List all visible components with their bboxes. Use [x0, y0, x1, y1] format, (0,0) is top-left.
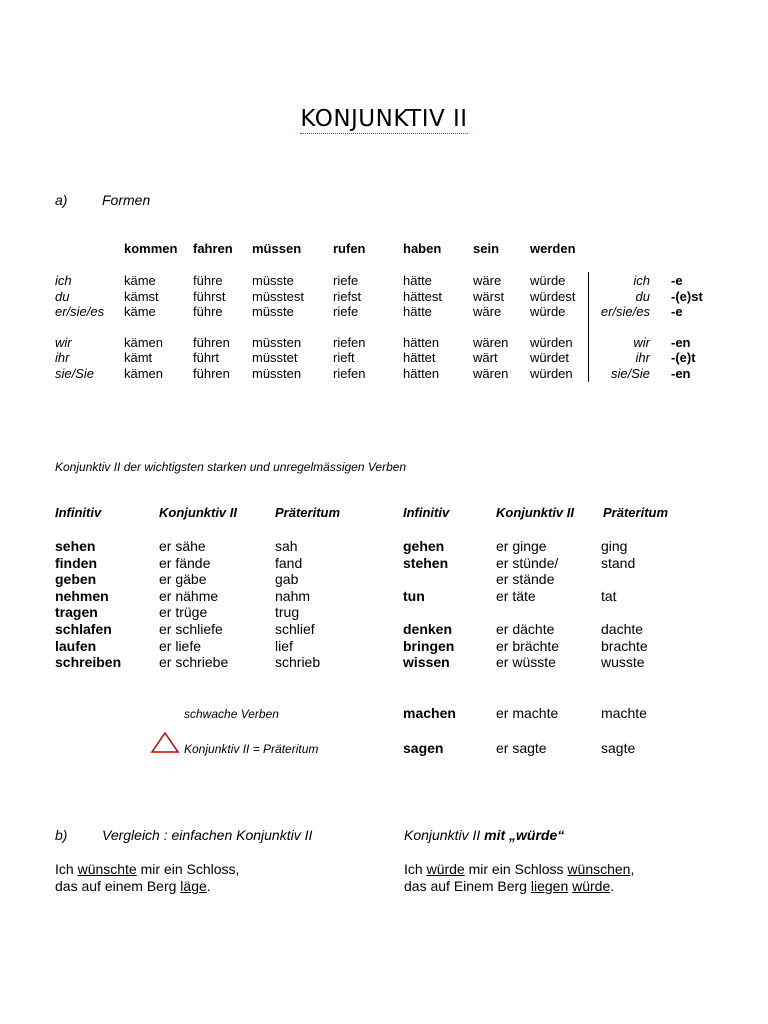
pronoun-right-cell: er/sie/es [600, 304, 650, 319]
table-divider-line [588, 272, 589, 382]
verb-form-cell: kämen [124, 366, 164, 381]
ending-cell: -e [671, 304, 683, 319]
praeteritum-cell: wusste [601, 654, 645, 670]
column-header: rufen [333, 241, 366, 256]
section-a-letter: a) [55, 192, 68, 208]
infinitive-cell: schreiben [55, 654, 122, 670]
weak-verbs-note: Konjunktiv II = Präteritum [184, 742, 319, 756]
pronoun-right-cell: sie/Sie [610, 366, 650, 381]
strong-verbs-caption: Konjunktiv II der wichtigsten starken und unregelmässigen Verben [55, 460, 407, 474]
verb-form-cell: führen [193, 366, 230, 381]
column-header: Infinitiv [55, 505, 102, 520]
konjunktiv-cell: er ginge [496, 538, 547, 554]
infinitive-cell: finden [55, 555, 97, 571]
praeteritum-cell: fand [275, 555, 303, 571]
column-header: müssen [252, 241, 302, 256]
verb-form-cell: würde [530, 304, 566, 319]
verb-form-cell: hätte [403, 273, 432, 288]
praeteritum-cell: tat [601, 588, 617, 604]
infinitive-cell: schlafen [55, 621, 112, 637]
verb-form-cell: rieft [333, 350, 355, 365]
page-title: KONJUNKTIV II [300, 106, 468, 132]
underlined-verb: würde [426, 861, 465, 877]
verb-form-cell: hättet [403, 350, 436, 365]
ending-cell: -(e)st [671, 289, 703, 304]
verb-form-cell: wären [473, 335, 509, 350]
konjunktiv-cell: er liefe [159, 638, 202, 654]
konjunktiv-cell: er nähme [159, 588, 219, 604]
konjunktiv-cell: er schliefe [159, 621, 223, 637]
konjunktiv-cell: er stände [496, 571, 555, 587]
praeteritum-cell: gab [275, 571, 299, 587]
ending-cell: -en [671, 335, 691, 350]
pronoun-cell: sie/Sie [55, 366, 95, 381]
pronoun-right-cell: ihr [635, 350, 650, 365]
verb-form-cell: würdest [530, 289, 576, 304]
konjunktiv-cell: er machte [496, 705, 559, 721]
infinitive-cell: tragen [55, 604, 98, 620]
section-b-label: Vergleich : einfachen Konjunktiv II [102, 827, 313, 843]
text-segment: . [206, 878, 211, 894]
column-header: werden [530, 241, 576, 256]
infinitive-cell: sagen [403, 740, 444, 756]
konjunktiv-cell: er fände [159, 555, 211, 571]
underlined-verb: läge [180, 878, 207, 894]
verb-form-cell: hätte [403, 304, 432, 319]
example-left-line1 [55, 861, 239, 877]
pronoun-right-cell: ich [633, 273, 650, 288]
konjunktiv-cell: er sagte [496, 740, 547, 756]
verb-form-cell: käme [124, 304, 156, 319]
pronoun-cell: du [55, 289, 70, 304]
verb-form-cell: wärst [473, 289, 505, 304]
verb-form-cell: hätten [403, 335, 440, 350]
verb-form-cell: würde [530, 273, 566, 288]
ending-cell: -(e)t [671, 350, 696, 365]
infinitive-cell: wissen [403, 654, 450, 670]
praeteritum-cell: schlief [275, 621, 315, 637]
verb-form-cell: führe [193, 273, 223, 288]
pronoun-cell: wir [55, 335, 72, 350]
praeteritum-cell: machte [601, 705, 647, 721]
verb-form-cell: käme [124, 273, 156, 288]
underlined-verb: wünschte [77, 861, 137, 877]
verb-form-cell: kämst [124, 289, 159, 304]
text-segment: mir ein Schloss, [136, 861, 240, 877]
weak-verbs-label: schwache Verben [184, 707, 279, 721]
infinitive-cell: sehen [55, 538, 96, 554]
example-right-line1 [404, 861, 634, 877]
wuerde-heading [404, 827, 564, 843]
text-segment: . [610, 878, 615, 894]
pronoun-right-cell: wir [633, 335, 650, 350]
section-b-letter: b) [55, 827, 68, 843]
column-header: Infinitiv [403, 505, 450, 520]
praeteritum-cell: lief [275, 638, 293, 654]
verb-form-cell: wäre [473, 304, 502, 319]
column-header: Präteritum [603, 505, 669, 520]
konjunktiv-cell: er brächte [496, 638, 560, 654]
underlined-verb: wünschen [567, 861, 631, 877]
praeteritum-cell: ging [601, 538, 628, 554]
pronoun-right-cell: du [635, 289, 650, 304]
infinitive-cell: machen [403, 705, 456, 721]
verb-form-cell: müsste [252, 273, 294, 288]
praeteritum-cell: brachte [601, 638, 648, 654]
verb-form-cell: würden [530, 366, 573, 381]
column-header: Konjunktiv II [159, 505, 237, 520]
pronoun-cell: ihr [55, 350, 70, 365]
konjunktiv-cell: er sähe [159, 538, 206, 554]
verb-form-cell: hätten [403, 366, 440, 381]
verb-form-cell: kämt [124, 350, 153, 365]
infinitive-cell: geben [55, 571, 97, 587]
konjunktiv-cell: er gäbe [159, 571, 207, 587]
infinitive-cell: nehmen [55, 588, 109, 604]
column-header: sein [473, 241, 500, 256]
verb-form-cell: führt [193, 350, 220, 365]
verb-form-cell: kämen [124, 335, 164, 350]
verb-form-cell: wären [473, 366, 509, 381]
infinitive-cell: denken [403, 621, 453, 637]
praeteritum-cell: stand [601, 555, 636, 571]
ending-cell: -e [671, 273, 683, 288]
verb-form-cell: müsste [252, 304, 294, 319]
konjunktiv-cell: er schriebe [159, 654, 229, 670]
infinitive-cell: bringen [403, 638, 455, 654]
column-header: fahren [193, 241, 233, 256]
pronoun-cell: ich [55, 273, 72, 288]
verb-form-cell: riefen [333, 335, 366, 350]
verb-form-cell: hättest [403, 289, 443, 304]
verb-form-cell: wärt [473, 350, 498, 365]
column-header: Konjunktiv II [496, 505, 574, 520]
ending-cell: -en [671, 366, 691, 381]
wuerde-heading-suffix: mit „würde“ [484, 827, 565, 843]
section-a-label: Formen [102, 192, 151, 208]
verb-form-cell: führst [193, 289, 226, 304]
infinitive-cell: tun [403, 588, 425, 604]
column-header: haben [403, 241, 442, 256]
underlined-verb: liegen [530, 878, 569, 894]
verb-form-cell: riefst [333, 289, 362, 304]
warning-triangle-icon [150, 731, 180, 754]
text-segment: das auf Einem Berg [404, 878, 531, 894]
verb-form-cell: wäre [473, 273, 502, 288]
text-segment: Ich [55, 861, 78, 877]
verb-form-cell: würden [530, 335, 573, 350]
pronoun-cell: er/sie/es [55, 304, 105, 319]
verb-form-cell: riefe [333, 273, 359, 288]
verb-form-cell: führen [193, 335, 230, 350]
underlined-verb: würde [572, 878, 611, 894]
verb-form-cell: riefe [333, 304, 359, 319]
text-segment: mir ein Schloss [464, 861, 568, 877]
infinitive-cell: gehen [403, 538, 445, 554]
verb-form-cell: müssten [252, 366, 302, 381]
praeteritum-cell: dachte [601, 621, 644, 637]
verb-form-cell: müssten [252, 335, 302, 350]
verb-form-cell: riefen [333, 366, 366, 381]
praeteritum-cell: sah [275, 538, 298, 554]
konjunktiv-cell: er trüge [159, 604, 208, 620]
verb-form-cell: würdet [530, 350, 570, 365]
konjunktiv-cell: er wüsste [496, 654, 556, 670]
praeteritum-cell: sagte [601, 740, 636, 756]
konjunktiv-cell: er täte [496, 588, 536, 604]
verb-form-cell: führe [193, 304, 223, 319]
text-segment: , [630, 861, 635, 877]
infinitive-cell: laufen [55, 638, 97, 654]
praeteritum-cell: trug [275, 604, 300, 620]
column-header: kommen [124, 241, 178, 256]
konjunktiv-cell: er dächte [496, 621, 555, 637]
verb-form-cell: müsstest [252, 289, 305, 304]
example-right-line2 [404, 878, 614, 894]
text-segment: das auf einem Berg [55, 878, 181, 894]
text-segment: Ich [404, 861, 427, 877]
example-left-line2 [55, 878, 211, 894]
verb-form-cell: müsstet [252, 350, 298, 365]
konjunktiv-cell: er stünde/ [496, 555, 559, 571]
praeteritum-cell: nahm [275, 588, 311, 604]
column-header: Präteritum [275, 505, 341, 520]
infinitive-cell: stehen [403, 555, 449, 571]
wuerde-heading-prefix: Konjunktiv II [404, 827, 485, 843]
praeteritum-cell: schrieb [275, 654, 321, 670]
